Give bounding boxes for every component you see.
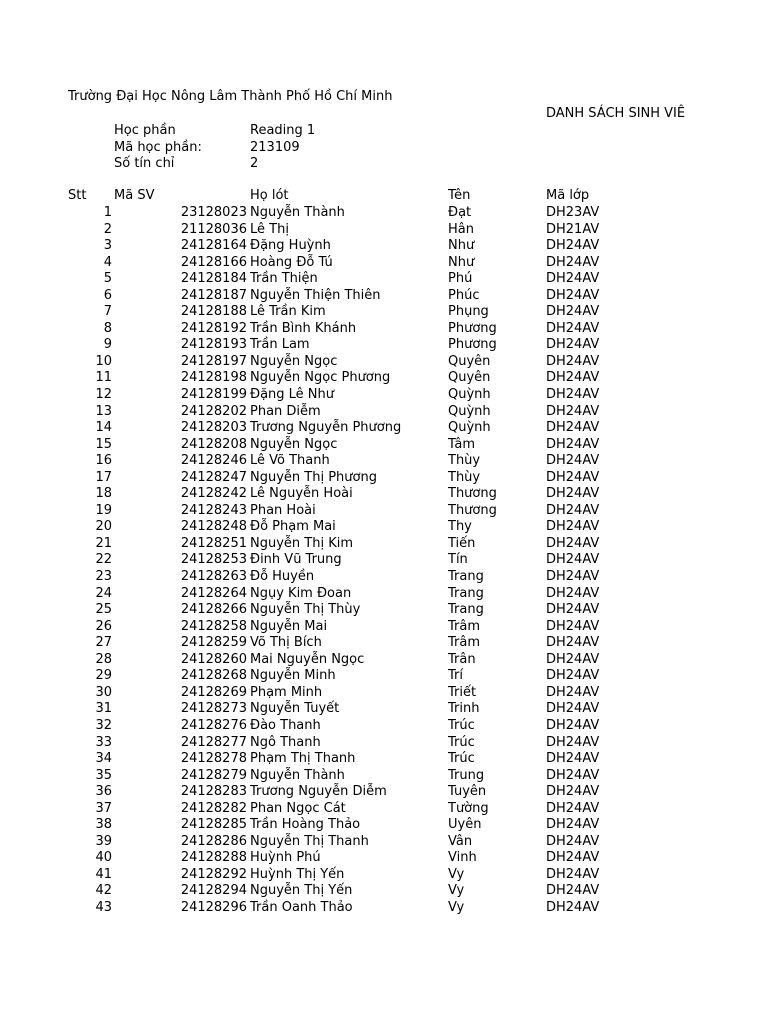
table-row: [0, 569, 768, 586]
table-row: [0, 486, 768, 503]
stt-cell: 22: [95, 552, 112, 568]
given-name-cell: Trâm: [448, 635, 481, 651]
class-code-cell: DH24AV: [546, 535, 600, 551]
student-id-cell: 24128268: [180, 668, 247, 684]
table-row: [0, 586, 768, 603]
student-id-cell: 24128260: [180, 651, 247, 667]
surname-cell: Phan Ngọc Cát: [250, 800, 346, 816]
table-row: [0, 718, 768, 735]
given-name-cell: Thùy: [448, 453, 481, 469]
student-id-cell: 24128269: [180, 684, 247, 700]
surname-cell: Nguyễn Ngọc: [250, 436, 338, 452]
given-name-cell: Trân: [448, 651, 476, 667]
stt-cell: 30: [95, 684, 112, 700]
given-name-cell: Uyên: [448, 817, 482, 833]
table-row: [0, 288, 768, 305]
course-name-label: Học phần: [114, 123, 176, 138]
student-id-cell: 24128203: [180, 420, 247, 436]
stt-cell: 36: [95, 784, 112, 800]
surname-cell: Huỳnh Phú: [250, 850, 321, 866]
class-code-cell: DH24AV: [546, 502, 600, 518]
table-row: [0, 470, 768, 487]
stt-cell: 39: [95, 833, 112, 849]
student-id-cell: 24128188: [180, 304, 247, 320]
student-id-cell: 24128276: [180, 717, 247, 733]
surname-cell: Trương Nguyễn Diễm: [250, 784, 387, 800]
given-name-cell: Trang: [448, 585, 484, 601]
stt-cell: 10: [95, 353, 112, 369]
stt-cell: 6: [103, 287, 112, 303]
course-code-value: 213109: [250, 139, 300, 155]
class-code-cell: DH24AV: [546, 784, 600, 800]
given-name-cell: Tường: [448, 800, 489, 816]
surname-cell: Nguyễn Thị Yến: [250, 883, 353, 899]
table-row: [0, 668, 768, 685]
table-row: [0, 304, 768, 321]
surname-cell: Trần Lam: [250, 337, 310, 353]
table-row: [0, 453, 768, 470]
table-row: [0, 205, 768, 222]
class-code-cell: DH24AV: [546, 850, 600, 866]
class-code-cell: DH24AV: [546, 271, 600, 287]
given-name-cell: Phương: [448, 337, 497, 353]
surname-cell: Nguyễn Ngọc Phương: [250, 370, 391, 386]
given-name-cell: Tín: [448, 552, 468, 568]
surname-cell: Hoàng Đỗ Tú: [250, 254, 333, 270]
stt-cell: 5: [103, 271, 112, 287]
table-row: [0, 801, 768, 818]
student-id-cell: 24128247: [180, 469, 247, 485]
table-row: [0, 900, 768, 917]
student-id-cell: 24128192: [180, 320, 247, 336]
given-name-cell: Vinh: [448, 850, 477, 866]
student-id-cell: 24128166: [180, 254, 247, 270]
student-id-cell: 24128202: [180, 403, 247, 419]
class-code-cell: DH24AV: [546, 883, 600, 899]
table-row: [0, 503, 768, 520]
surname-cell: Trần Bình Khánh: [250, 320, 357, 336]
table-row: [0, 404, 768, 421]
table-row: [0, 437, 768, 454]
stt-cell: 3: [103, 238, 112, 254]
table-row: [0, 834, 768, 851]
table-row: [0, 867, 768, 884]
class-code-cell: DH24AV: [546, 866, 600, 882]
student-id-cell: 24128288: [180, 850, 247, 866]
student-id-cell: 24128285: [180, 817, 247, 833]
surname-cell: Nguyễn Tuyết: [250, 701, 340, 717]
surname-cell: Đặng Huỳnh: [250, 238, 331, 254]
stt-cell: 31: [95, 701, 112, 717]
class-code-cell: DH24AV: [546, 668, 600, 684]
class-code-cell: DH24AV: [546, 734, 600, 750]
student-id-cell: 24128294: [180, 883, 247, 899]
student-id-cell: 24128198: [180, 370, 247, 386]
given-name-cell: Quỳnh: [448, 420, 491, 436]
student-id-cell: 24128253: [180, 552, 247, 568]
column-header-class-code: Mã lớp: [546, 188, 590, 203]
student-id-cell: 24128279: [180, 767, 247, 783]
table-row: [0, 701, 768, 718]
student-id-cell: 24128251: [180, 535, 247, 551]
class-code-cell: DH24AV: [546, 387, 600, 403]
student-id-cell: 24128264: [180, 585, 247, 601]
student-id-cell: 24128277: [180, 734, 247, 750]
table-row: [0, 817, 768, 834]
table-row: [0, 370, 768, 387]
class-code-cell: DH24AV: [546, 420, 600, 436]
surname-cell: Võ Thị Bích: [250, 635, 322, 651]
surname-cell: Lê Thị: [250, 221, 289, 237]
surname-cell: Nguyễn Thành: [250, 767, 345, 783]
surname-cell: Mai Nguyễn Ngọc: [250, 651, 365, 667]
stt-cell: 2: [103, 221, 112, 237]
stt-cell: 35: [95, 767, 112, 783]
given-name-cell: Vy: [448, 899, 465, 915]
stt-cell: 27: [95, 635, 112, 651]
given-name-cell: Hân: [448, 221, 474, 237]
stt-cell: 1: [103, 205, 112, 220]
stt-cell: 26: [95, 618, 112, 634]
given-name-cell: Tuyên: [448, 784, 487, 800]
class-code-cell: DH24AV: [546, 254, 600, 270]
stt-cell: 32: [95, 717, 112, 733]
table-row: [0, 337, 768, 354]
class-code-cell: DH24AV: [546, 403, 600, 419]
student-table-body: [0, 205, 768, 917]
table-row: [0, 420, 768, 437]
given-name-cell: Thương: [448, 486, 497, 502]
surname-cell: Nguyễn Minh: [250, 668, 336, 684]
given-name-cell: Như: [448, 254, 475, 270]
given-name-cell: Phương: [448, 320, 497, 336]
student-id-cell: 24128266: [180, 602, 247, 618]
class-code-cell: DH24AV: [546, 651, 600, 667]
student-id-cell: 24128292: [180, 866, 247, 882]
table-row: [0, 735, 768, 752]
table-row: [0, 784, 768, 801]
student-id-cell: 24128296: [180, 899, 247, 915]
given-name-cell: Trang: [448, 569, 484, 585]
stt-cell: 4: [103, 254, 112, 270]
column-header-stt: Stt: [68, 188, 87, 203]
given-name-cell: Trí: [448, 668, 463, 684]
table-row: [0, 768, 768, 785]
given-name-cell: Trâm: [448, 618, 481, 634]
table-row: [0, 536, 768, 553]
stt-cell: 12: [95, 387, 112, 403]
surname-cell: Nguyễn Thành: [250, 205, 345, 220]
class-code-cell: DH24AV: [546, 751, 600, 767]
student-id-cell: 24128246: [180, 453, 247, 469]
student-id-cell: 24128282: [180, 800, 247, 816]
student-id-cell: 24128193: [180, 337, 247, 353]
surname-cell: Đỗ Phạm Mai: [250, 519, 336, 535]
class-code-cell: DH24AV: [546, 817, 600, 833]
table-row: [0, 602, 768, 619]
stt-cell: 20: [95, 519, 112, 535]
student-id-cell: 24128248: [180, 519, 247, 535]
column-header-surname: Họ lót: [250, 188, 289, 203]
given-name-cell: Phụng: [448, 304, 489, 320]
surname-cell: Phan Diễm: [250, 403, 321, 419]
given-name-cell: Trung: [448, 767, 485, 783]
student-id-cell: 24128199: [180, 387, 247, 403]
class-code-cell: DH24AV: [546, 238, 600, 254]
column-header-student-id: Mã SV: [114, 188, 155, 203]
given-name-cell: Đạt: [448, 205, 472, 220]
stt-cell: 16: [95, 453, 112, 469]
given-name-cell: Vân: [448, 833, 473, 849]
course-code-label: Mã học phần:: [114, 139, 202, 155]
surname-cell: Ngụy Kim Đoan: [250, 585, 352, 601]
surname-cell: Phạm Minh: [250, 684, 323, 700]
stt-cell: 19: [95, 502, 112, 518]
course-name-value: Reading 1: [250, 123, 316, 138]
given-name-cell: Thùy: [448, 469, 481, 485]
surname-cell: Nguyễn Thị Kim: [250, 535, 354, 551]
column-header-given-name: Tên: [448, 188, 471, 203]
surname-cell: Nguyễn Thị Thanh: [250, 833, 369, 849]
class-code-cell: DH24AV: [546, 486, 600, 502]
stt-cell: 21: [95, 535, 112, 551]
table-row: [0, 519, 768, 536]
given-name-cell: Quỳnh: [448, 403, 491, 419]
surname-cell: Nguyễn Ngọc: [250, 353, 338, 369]
student-id-cell: 24128187: [180, 287, 247, 303]
table-row: [0, 387, 768, 404]
student-id-cell: 24128286: [180, 833, 247, 849]
class-code-cell: DH24AV: [546, 684, 600, 700]
class-code-cell: DH24AV: [546, 569, 600, 585]
given-name-cell: Quyên: [448, 370, 491, 386]
stt-cell: 34: [95, 751, 112, 767]
table-row: [0, 354, 768, 371]
table-row: [0, 685, 768, 702]
student-id-cell: 24128208: [180, 436, 247, 452]
given-name-cell: Phúc: [448, 287, 480, 303]
stt-cell: 37: [95, 800, 112, 816]
surname-cell: Phạm Thị Thanh: [250, 751, 356, 767]
given-name-cell: Triết: [448, 684, 477, 700]
credits-value: 2: [250, 156, 259, 171]
given-name-cell: Vy: [448, 883, 465, 899]
surname-cell: Đỗ Huyền: [250, 569, 315, 585]
student-id-cell: 24128273: [180, 701, 247, 717]
given-name-cell: Tâm: [448, 436, 476, 452]
stt-cell: 9: [103, 337, 112, 353]
surname-cell: Nguyễn Thị Phương: [250, 469, 377, 485]
student-id-cell: 24128197: [180, 353, 247, 369]
school-name: Trường Đại Học Nông Lâm Thành Phố Hồ Chí Minh: [68, 89, 393, 104]
given-name-cell: Thy: [448, 519, 472, 535]
surname-cell: Nguyễn Thị Thùy: [250, 602, 361, 618]
stt-cell: 33: [95, 734, 112, 750]
surname-cell: Nguyễn Mai: [250, 618, 328, 634]
given-name-cell: Quyên: [448, 353, 491, 369]
stt-cell: 13: [95, 403, 112, 419]
given-name-cell: Vy: [448, 866, 465, 882]
surname-cell: Ngô Thanh: [250, 734, 321, 750]
table-row: [0, 255, 768, 272]
class-code-cell: DH24AV: [546, 585, 600, 601]
stt-cell: 23: [95, 569, 112, 585]
surname-cell: Lê Võ Thanh: [250, 453, 330, 469]
table-row: [0, 238, 768, 255]
stt-cell: 40: [95, 850, 112, 866]
surname-cell: Trần Hoàng Thảo: [250, 817, 361, 833]
stt-cell: 17: [95, 469, 112, 485]
class-code-cell: DH24AV: [546, 767, 600, 783]
surname-cell: Huỳnh Thị Yến: [250, 866, 345, 882]
student-id-cell: 24128263: [180, 569, 247, 585]
class-code-cell: DH24AV: [546, 370, 600, 386]
surname-cell: Đặng Lê Như: [250, 387, 335, 403]
stt-cell: 15: [95, 436, 112, 452]
table-row: [0, 271, 768, 288]
class-code-cell: DH24AV: [546, 304, 600, 320]
student-id-cell: 24128258: [180, 618, 247, 634]
class-code-cell: DH24AV: [546, 602, 600, 618]
table-row: [0, 751, 768, 768]
class-code-cell: DH24AV: [546, 635, 600, 651]
stt-cell: 43: [95, 899, 112, 915]
table-row: [0, 321, 768, 338]
given-name-cell: Trang: [448, 602, 484, 618]
given-name-cell: Trinh: [448, 701, 480, 717]
stt-cell: 8: [103, 320, 112, 336]
class-code-cell: DH24AV: [546, 833, 600, 849]
surname-cell: Lê Trần Kim: [250, 304, 326, 320]
given-name-cell: Quỳnh: [448, 387, 491, 403]
given-name-cell: Thương: [448, 502, 497, 518]
stt-cell: 24: [95, 585, 112, 601]
class-code-cell: DH24AV: [546, 701, 600, 717]
surname-cell: Đinh Vũ Trung: [250, 552, 342, 568]
stt-cell: 14: [95, 420, 112, 436]
class-code-cell: DH24AV: [546, 519, 600, 535]
given-name-cell: Trúc: [448, 751, 475, 767]
given-name-cell: Như: [448, 238, 475, 254]
class-code-cell: DH24AV: [546, 353, 600, 369]
given-name-cell: Trúc: [448, 734, 475, 750]
table-row: [0, 619, 768, 636]
student-id-cell: 24128184: [180, 271, 247, 287]
student-id-cell: 24128259: [180, 635, 247, 651]
table-row: [0, 652, 768, 669]
class-code-cell: DH24AV: [546, 287, 600, 303]
class-code-cell: DH24AV: [546, 320, 600, 336]
table-row: [0, 635, 768, 652]
surname-cell: Lê Nguyễn Hoài: [250, 486, 353, 502]
student-id-cell: 21128036: [180, 221, 247, 237]
student-id-cell: 24128243: [180, 502, 247, 518]
class-code-cell: DH21AV: [546, 221, 600, 237]
class-code-cell: DH24AV: [546, 436, 600, 452]
stt-cell: 18: [95, 486, 112, 502]
document-title: DANH SÁCH SINH VIÊ: [546, 106, 686, 121]
class-code-cell: DH24AV: [546, 717, 600, 733]
stt-cell: 28: [95, 651, 112, 667]
stt-cell: 42: [95, 883, 112, 899]
given-name-cell: Trúc: [448, 717, 475, 733]
class-code-cell: DH24AV: [546, 899, 600, 915]
surname-cell: Nguyễn Thiện Thiên: [250, 287, 381, 303]
class-code-cell: DH24AV: [546, 552, 600, 568]
stt-cell: 25: [95, 602, 112, 618]
stt-cell: 7: [103, 304, 112, 320]
class-code-cell: DH23AV: [546, 205, 600, 220]
given-name-cell: Phú: [448, 271, 473, 287]
stt-cell: 41: [95, 866, 112, 882]
student-id-cell: 24128283: [180, 784, 247, 800]
stt-cell: 38: [95, 817, 112, 833]
given-name-cell: Tiến: [448, 535, 476, 551]
stt-cell: 11: [95, 370, 112, 386]
surname-cell: Đào Thanh: [250, 717, 321, 733]
table-row: [0, 552, 768, 569]
student-id-cell: 24128278: [180, 751, 247, 767]
surname-cell: Trần Oanh Thảo: [250, 899, 353, 915]
stt-cell: 29: [95, 668, 112, 684]
student-id-cell: 24128242: [180, 486, 247, 502]
student-id-cell: 24128164: [180, 238, 247, 254]
surname-cell: Trần Thiện: [250, 271, 318, 287]
surname-cell: Phan Hoài: [250, 502, 316, 518]
class-code-cell: DH24AV: [546, 800, 600, 816]
surname-cell: Trương Nguyễn Phương: [250, 420, 402, 436]
class-code-cell: DH24AV: [546, 337, 600, 353]
table-row: [0, 883, 768, 900]
table-row: [0, 222, 768, 239]
table-row: [0, 850, 768, 867]
class-code-cell: DH24AV: [546, 469, 600, 485]
credits-label: Số tín chỉ: [114, 156, 175, 171]
class-code-cell: DH24AV: [546, 618, 600, 634]
class-code-cell: DH24AV: [546, 453, 600, 469]
student-id-cell: 23128023: [180, 205, 247, 220]
